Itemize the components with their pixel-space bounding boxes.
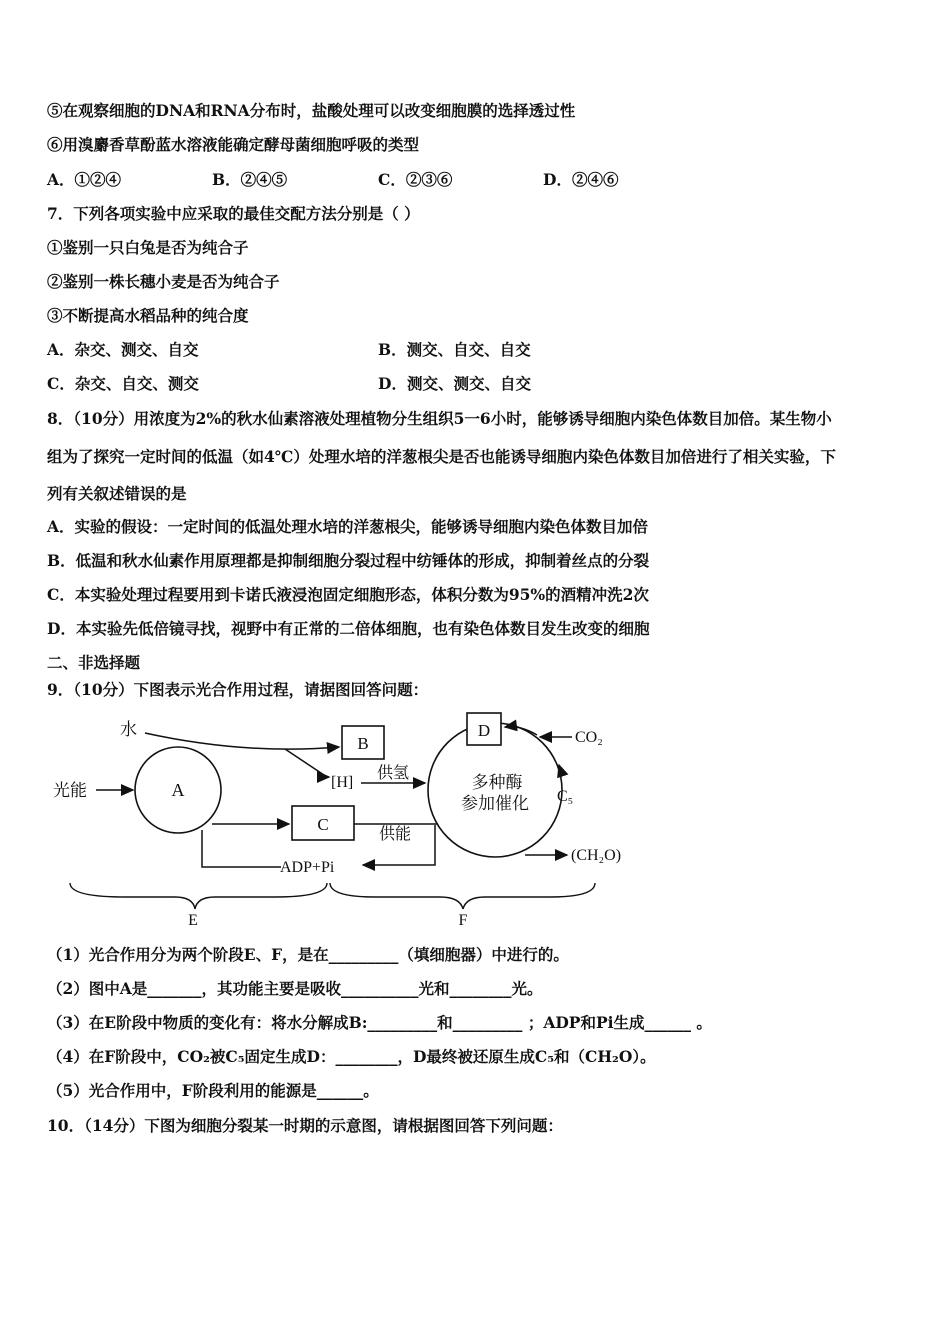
label-h: [H] xyxy=(331,774,354,791)
q9-subquestion-1: （1）光合作用分为两个阶段E、F，是在_________（填细胞器）中进行的。 xyxy=(47,945,569,964)
label-ch2o: (CH₂O) xyxy=(571,847,622,864)
q8-option-a: A．实验的假设：一定时间的低温处理水培的洋葱根尖，能够诱导细胞内染色体数目加倍 xyxy=(47,517,649,536)
label-c5: C₅ xyxy=(557,788,574,805)
q9-subquestion-5: （5）光合作用中，F阶段利用的能源是______。 xyxy=(47,1081,379,1100)
label-enzyme-1: 多种酶 xyxy=(471,773,523,792)
q8-stem-line-1: 8．（10分）用浓度为2%的秋水仙素溶液处理植物分生组织5一6小时，能够诱导细胞内染色体数目加倍。某生物小 xyxy=(47,409,832,428)
q7-item-2: ②鉴别一株长穗小麦是否为纯合子 xyxy=(47,272,280,291)
q8-option-c: C．本实验处理过程要用到卡诺氏液浸泡固定细胞形态，体积分数为95%的酒精冲洗2次 xyxy=(47,585,649,604)
q9-stem: 9．（10分）下图表示光合作用过程，请据图回答问题： xyxy=(47,680,429,699)
q8-option-b: B．低温和秋水仙素作用原理都是抑制细胞分裂过程中纺锤体的形成，抑制着丝点的分裂 xyxy=(47,551,650,570)
section-heading: 二、非选择题 xyxy=(47,653,141,672)
q6-option-a: A．①②④ xyxy=(47,170,122,189)
label-enzyme-2: 参加催化 xyxy=(461,794,529,813)
label-co2: CO₂ xyxy=(575,729,603,746)
q7-item-3: ③不断提高水稻品种的纯合度 xyxy=(47,306,249,325)
q10-stem: 10．（14分）下图为细胞分裂某一时期的示意图，请根据图回答下列问题： xyxy=(47,1116,563,1135)
q6-option-d: D．②④⑥ xyxy=(543,170,619,189)
q7-option-d: D．测交、测交、自交 xyxy=(378,374,531,393)
label-b: B xyxy=(357,734,369,753)
q7-item-1: ①鉴别一只白兔是否为纯合子 xyxy=(47,238,249,257)
q7-option-c: C．杂交、自交、测交 xyxy=(47,374,199,393)
label-d: D xyxy=(477,721,491,740)
label-e: E xyxy=(188,912,198,929)
label-light: 光能 xyxy=(53,781,87,800)
label-a: A xyxy=(171,780,185,800)
q9-subquestion-2: （2）图中A是_______，其功能主要是吸收__________光和________光。 xyxy=(47,979,543,998)
label-water: 水 xyxy=(120,720,137,739)
q8-stem-line-2: 组为了探究一定时间的低温（如4℃）处理水培的洋葱根尖是否也能诱导细胞内染色体数目加倍进行了相关实验，下 xyxy=(47,447,836,466)
q9-subquestion-4: （4）在F阶段中，CO₂被C₅固定生成D：________，D最终被还原生成C₅和（CH₂O）。 xyxy=(47,1047,656,1066)
q6-option-c: C．②③⑥ xyxy=(378,170,453,189)
q7-option-b: B．测交、自交、自交 xyxy=(378,340,531,359)
label-supply-energy: 供能 xyxy=(379,826,412,843)
q8-stem-line-3: 列有关叙述错误的是 xyxy=(47,484,187,503)
label-supply-hydrogen: 供氢 xyxy=(377,765,410,782)
q9-subquestion-3: （3）在E阶段中物质的变化有：将水分解成B:_________和_________ ；ADP和Pi生成______ 。 xyxy=(47,1013,712,1032)
q7-stem: 7．下列各项实验中应采取的最佳交配方法分别是（ ） xyxy=(47,204,420,223)
q6-option-b: B．②④⑤ xyxy=(212,170,288,189)
label-f: F xyxy=(458,912,468,929)
photosynthesis-diagram xyxy=(45,705,645,930)
q6-item-6: ⑥用溴麝香草酚蓝水溶液能确定酵母菌细胞呼吸的类型 xyxy=(47,135,420,154)
q6-item-5: ⑤在观察细胞的DNA和RNA分布时，盐酸处理可以改变细胞膜的选择透过性 xyxy=(47,101,576,120)
label-adp-pi: ADP+Pi xyxy=(280,859,335,876)
label-c: C xyxy=(317,815,329,834)
q7-option-a: A．杂交、测交、自交 xyxy=(47,340,199,359)
q8-option-d: D．本实验先低倍镜寻找，视野中有正常的二倍体细胞，也有染色体数目发生改变的细胞 xyxy=(47,619,650,638)
